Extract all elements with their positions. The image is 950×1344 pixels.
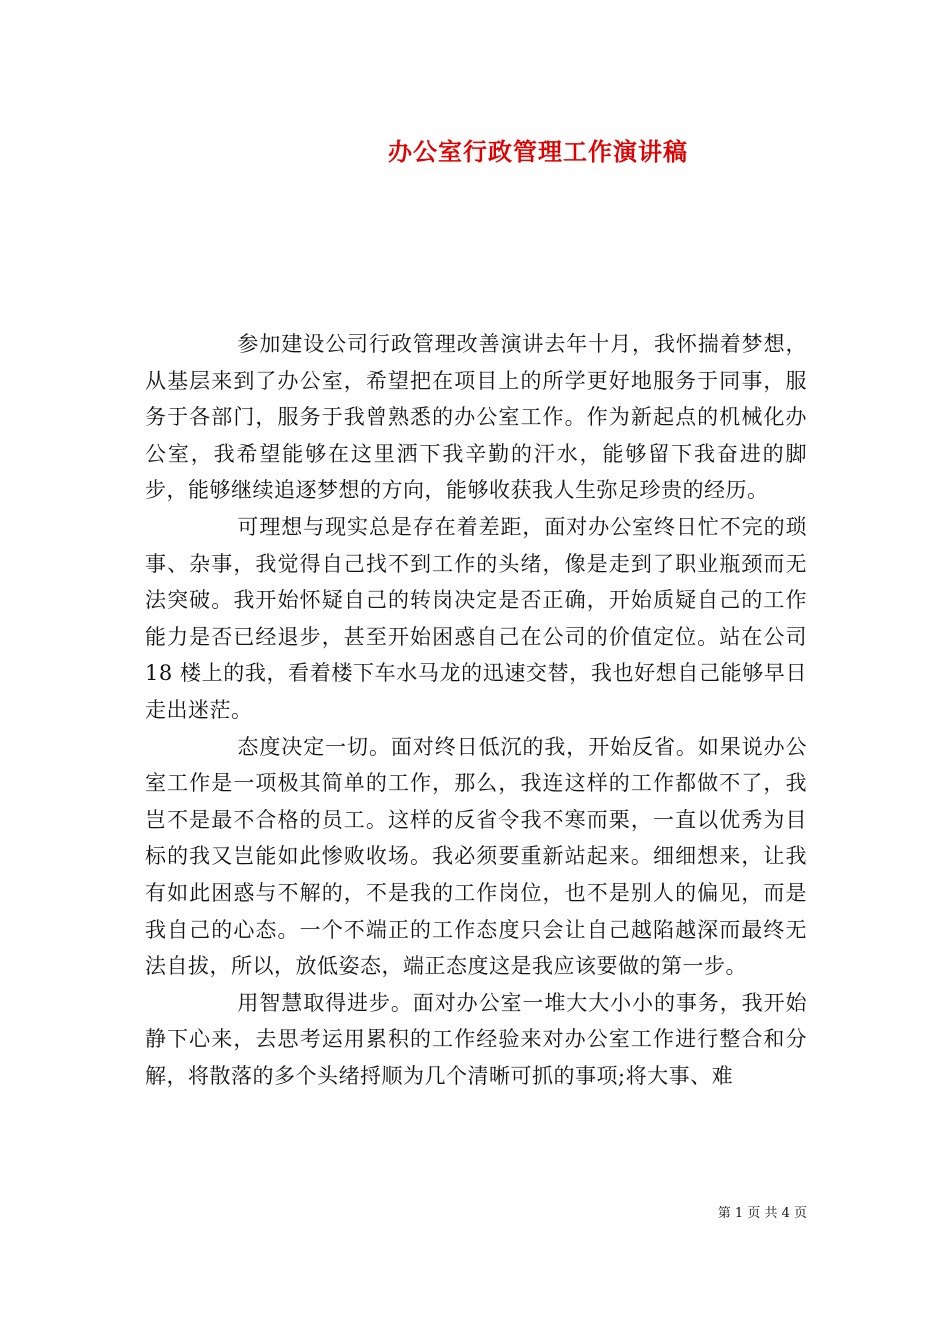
- document-body: [145, 326, 807, 1094]
- paragraph-3: [145, 729, 807, 985]
- paragraph-text: 可理想与现实总是存在着差距，面对办公室终日忙不完的琐事、杂事，我觉得自己找不到工作的头绪，像是走到了职业瓶颈而无法突破。我开始怀疑自己的转岗决定是否正确，开始质疑自己的工作能力是否已经退步，甚至开始困惑自己在公司的价值定位。站在公司 18 楼上的我，看着楼下车水马龙的迅速交替，我也好想自己能够早日走出迷茫。: [145, 514, 807, 722]
- paragraph-2: [145, 509, 807, 729]
- paragraph-text: 态度决定一切。面对终日低沉的我，开始反省。如果说办公室工作是一项极其简单的工作，那么，我连这样的工作都做不了，我岂不是最不合格的员工。这样的反省令我不寒而栗，一直以优秀为目标的我又岂能如此惨败收场。我必须要重新站起来。细细想来，让我有如此困惑与不解的，不是我的工作岗位，也不是别人的偏见，而是我自己的心态。一个不端正的工作态度只会让自己越陷越深而最终无法自拔，所以，放低姿态，端正态度这是我应该要做的第一步。: [145, 734, 807, 979]
- page-number-footer: 第 1 页 共 4 页: [717, 1206, 807, 1221]
- paragraph-4: [145, 985, 807, 1095]
- paragraph-text: 用智慧取得进步。面对办公室一堆大大小小的事务，我开始静下心来，去思考运用累积的工作经验来对办公室工作进行整合和分解，将散落的多个头绪捋顺为几个清晰可抓的事项;将大事、难: [145, 990, 807, 1088]
- document-title: 办公室行政管理工作演讲稿: [388, 137, 688, 166]
- paragraph-1: [145, 326, 807, 509]
- paragraph-text: 参加建设公司行政管理改善演讲去年十月，我怀揣着梦想，从基层来到了办公室，希望把在项目上的所学更好地服务于同事，服务于各部门，服务于我曾熟悉的办公室工作。作为新起点的机械化办公室，我希望能够在这里洒下我辛勤的汗水，能够留下我奋进的脚步，能够继续追逐梦想的方向，能够收获我人生弥足珍贵的经历。: [145, 332, 807, 503]
